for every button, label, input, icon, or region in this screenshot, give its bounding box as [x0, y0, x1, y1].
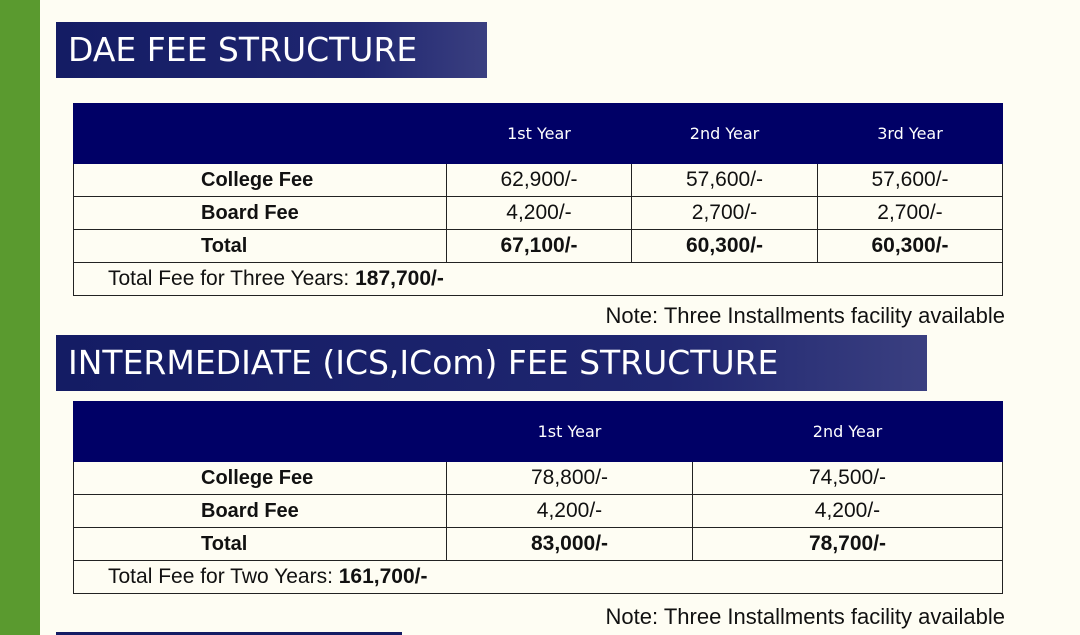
- table-row: [74, 230, 1003, 263]
- row-label-board-fee: Board Fee: [74, 495, 447, 528]
- header-1st-year: 1st Year: [447, 402, 693, 462]
- summary-row: [74, 561, 1003, 594]
- summary-value: 187,700/-: [355, 267, 444, 290]
- value-cell: 57,600/-: [632, 164, 818, 197]
- intermediate-section-title: INTERMEDIATE (ICS,ICom) FEE STRUCTURE: [56, 335, 927, 391]
- total-cell: 83,000/-: [447, 528, 693, 561]
- header-1st-year: 1st Year: [447, 104, 632, 164]
- value-cell: 74,500/-: [693, 462, 1003, 495]
- header-cell-empty: [74, 104, 447, 164]
- value-cell: 62,900/-: [447, 164, 632, 197]
- summary-cell: [74, 561, 1003, 594]
- table-row: [74, 462, 1003, 495]
- table-header-row: [74, 104, 1003, 164]
- value-cell: 78,800/-: [447, 462, 693, 495]
- value-cell: 2,700/-: [818, 197, 1003, 230]
- intermediate-fee-table: [73, 401, 1003, 594]
- total-cell: 60,300/-: [818, 230, 1003, 263]
- value-cell: 4,200/-: [693, 495, 1003, 528]
- table-row: [74, 495, 1003, 528]
- total-cell: 67,100/-: [447, 230, 632, 263]
- header-2nd-year: 2nd Year: [632, 104, 818, 164]
- table-header-row: [74, 402, 1003, 462]
- dae-fee-table: [73, 103, 1003, 296]
- row-label-college-fee: College Fee: [74, 164, 447, 197]
- row-label-total: Total: [74, 230, 447, 263]
- intermediate-installment-note: Note: Three Installments facility available: [605, 604, 1005, 629]
- value-cell: 57,600/-: [818, 164, 1003, 197]
- row-label-college-fee: College Fee: [74, 462, 447, 495]
- summary-row: [74, 263, 1003, 296]
- dae-installment-note: Note: Three Installments facility available: [605, 303, 1005, 328]
- summary-cell: [74, 263, 1003, 296]
- dae-section-title: DAE FEE STRUCTURE: [56, 22, 487, 78]
- table-row: [74, 164, 1003, 197]
- summary-value: 161,700/-: [338, 565, 428, 588]
- left-accent-bar: [0, 0, 40, 635]
- summary-label: Total Fee for Three Years:: [108, 267, 356, 290]
- summary-label: Total Fee for Two Years:: [108, 565, 339, 588]
- value-cell: 4,200/-: [447, 197, 632, 230]
- table-row: [74, 197, 1003, 230]
- header-2nd-year: 2nd Year: [693, 402, 1003, 462]
- row-label-board-fee: Board Fee: [74, 197, 447, 230]
- value-cell: 4,200/-: [447, 495, 693, 528]
- total-cell: 78,700/-: [693, 528, 1003, 561]
- header-cell-empty: [74, 402, 447, 462]
- row-label-total: Total: [74, 528, 447, 561]
- header-3rd-year: 3rd Year: [818, 104, 1003, 164]
- value-cell: 2,700/-: [632, 197, 818, 230]
- total-cell: 60,300/-: [632, 230, 818, 263]
- table-row: [74, 528, 1003, 561]
